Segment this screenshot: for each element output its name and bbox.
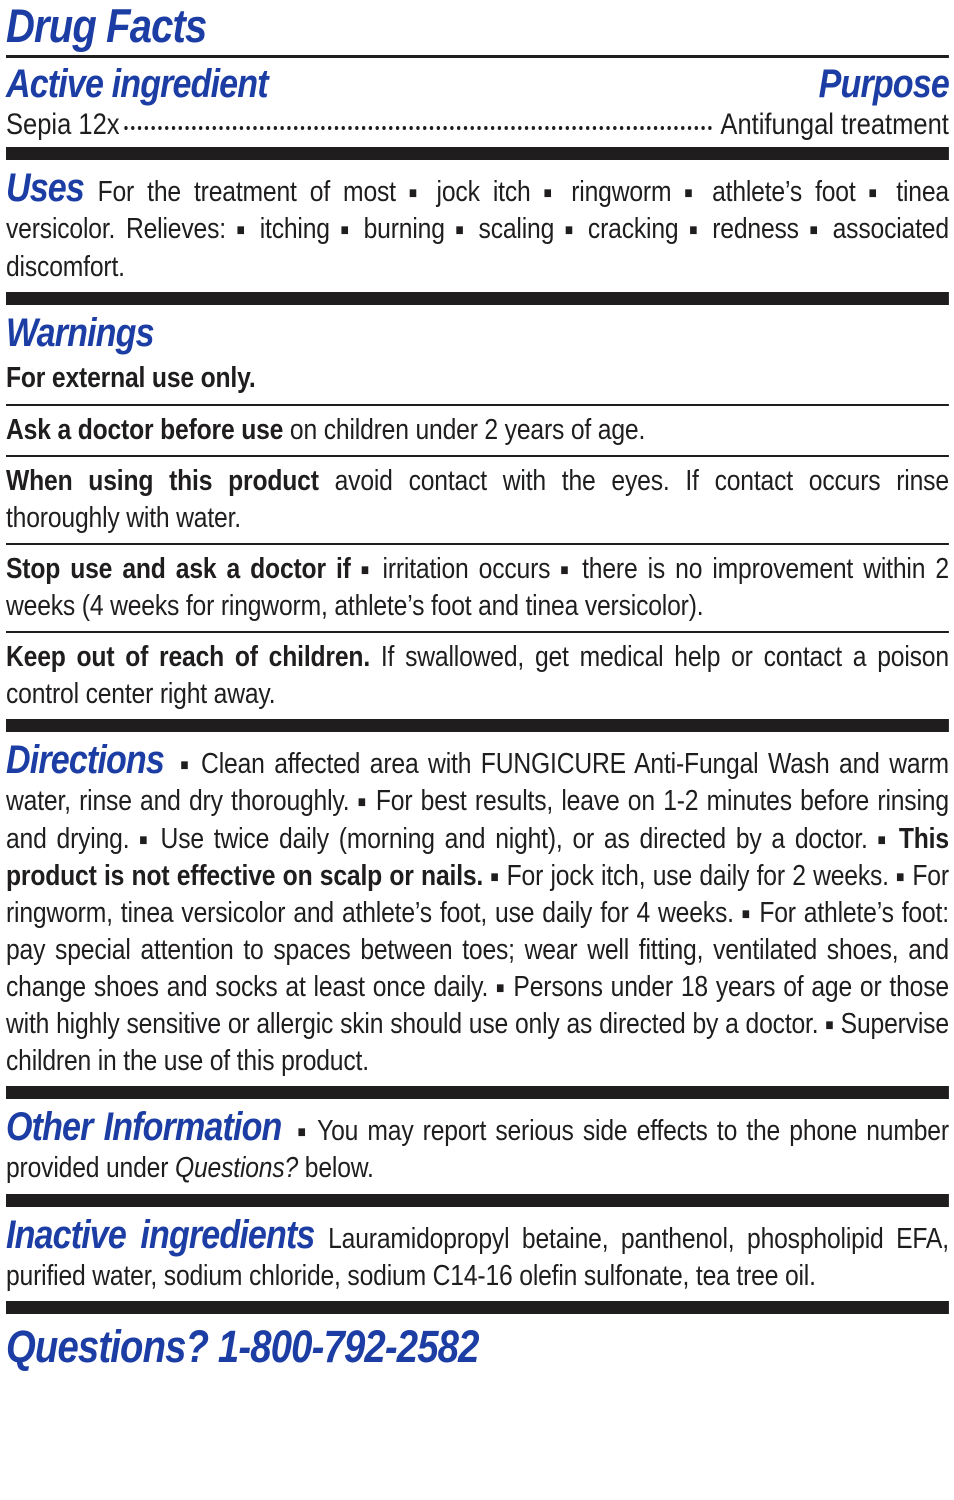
section-divider-bar <box>6 1086 949 1099</box>
inactive-ingredients-heading: Inactive ingredients <box>6 1212 315 1257</box>
warnings-rule <box>6 455 949 457</box>
uses-section <box>6 166 949 285</box>
active-ingredient-purpose: Antifungal treatment <box>720 107 949 141</box>
uses-text: For the treatment of most ■ jock itch ■ ringworm ■ athlete’s foot ■ tinea versicolor. Relieves: ■ itching ■ burning ■ scaling ■ cracking ■ redness ■ associated discomfort. <box>6 176 949 283</box>
section-divider-bar <box>6 1301 949 1314</box>
warnings-rule <box>6 631 949 633</box>
warnings-rule <box>6 404 949 406</box>
warnings-ask-doctor: Ask a doctor before use on children under 2 years of age. <box>6 413 646 446</box>
directions-text: ■ Clean affected area with FUNGICURE Anti-Fungal Wash and warm water, rinse and dry thoroughly. ■ For best results, leave on 1-2 minutes before rinsing and drying. ■ Use twice daily (morning and night), or as directed by a doctor. ■ This product is not effective on scalp or nails. ■ For jock itch, use daily for 2 weeks. ■ For ringworm, tinea versicolor and athlete’s foot, use daily for 4 weeks. ■ For athlete’s foot: pay special attention to spaces between toes; wear well fitting, ventilated shoes, and change shoes and socks at least once daily. ■ Persons under 18 years of age or those with highly sensitive or allergic skin should use only as directed by a doctor. ■ Supervise children in the use of this product. <box>6 748 949 1078</box>
section-divider-bar <box>6 719 949 732</box>
active-ingredient-row <box>6 108 949 142</box>
other-information-section <box>6 1105 949 1187</box>
other-information-heading: Other Information <box>6 1105 282 1150</box>
directions-heading: Directions <box>6 738 164 783</box>
active-ingredient-heading: Active ingredient <box>6 61 268 106</box>
section-divider-bar <box>6 292 949 305</box>
page-title: Drug Facts <box>6 0 207 52</box>
active-ingredient-header-row <box>6 62 949 107</box>
warnings-external-use: For external use only. <box>6 362 256 395</box>
section-divider-bar <box>6 147 949 160</box>
warnings-when-using: When using this product avoid contact with the eyes. If contact occurs rinse thoroughly with water. <box>6 464 949 534</box>
title-rule <box>6 55 949 58</box>
section-divider-bar <box>6 1194 949 1207</box>
active-ingredient-name: Sepia 12x <box>6 107 120 141</box>
warnings-stop-use: Stop use and ask a doctor if ■ irritation occurs ■ there is no improvement within 2 weeks (4 weeks for ringworm, athlete’s foot and tinea versicolor). <box>6 552 949 622</box>
inactive-ingredients-section <box>6 1213 949 1295</box>
uses-heading: Uses <box>6 166 84 211</box>
label-content <box>6 2 949 1372</box>
warnings-keep-out-of-reach: Keep out of reach of children. If swallowed, get medical help or contact a poison control center right away. <box>6 641 949 711</box>
other-information-text: ■ You may report serious side effects to the phone number provided under Questions? below. <box>6 1115 949 1185</box>
warnings-heading: Warnings <box>6 310 154 355</box>
dot-leader <box>125 126 712 130</box>
questions-line: Questions? 1-800-792-2582 <box>6 1320 479 1372</box>
directions-section <box>6 738 949 1080</box>
purpose-heading: Purpose <box>818 61 949 106</box>
inactive-ingredients-text: Lauramidopropyl betaine, panthenol, phospholipid EFA, purified water, sodium chloride, sodium C14-16 olefin sulfonate, tea tree oil. <box>6 1222 949 1292</box>
warnings-rule <box>6 543 949 545</box>
